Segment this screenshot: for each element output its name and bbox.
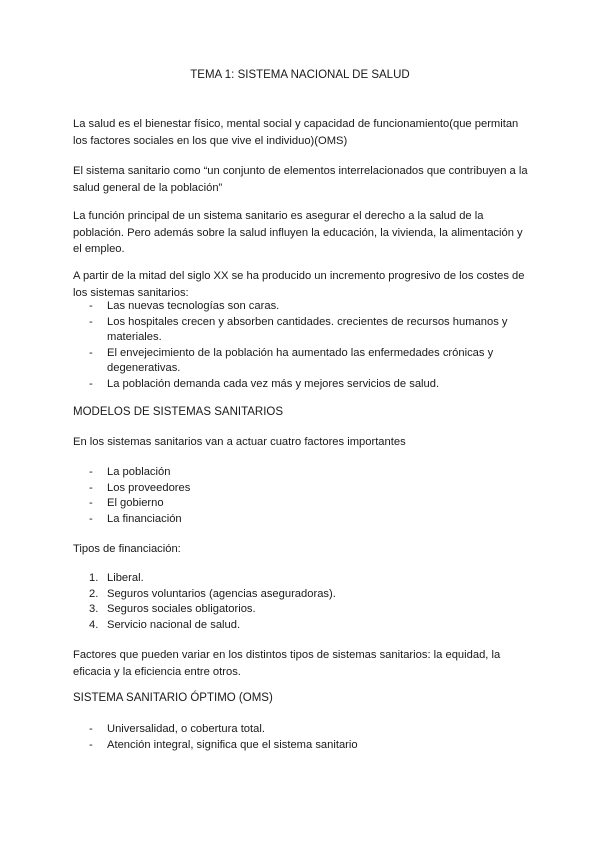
list-number: 2. — [89, 587, 99, 600]
list-item: - La población — [73, 465, 533, 481]
heading-models: MODELOS DE SISTEMAS SANITARIOS — [73, 406, 284, 418]
list-marker: - — [89, 497, 93, 509]
list-item: 3. Seguros sociales obligatorios. — [73, 602, 533, 618]
list-number: 3. — [89, 603, 99, 615]
list-item: - El envejecimiento de la población ha aumentado las enfermedades crónicas y degenerativas. — [89, 346, 494, 374]
optimal-list — [73, 722, 533, 753]
paragraph-factors-intro: En los sistemas sanitarios van a actuar cuatro factores importantes — [73, 436, 406, 448]
list-item: 2. Seguros voluntarios (agencias aseguradoras). — [73, 587, 533, 603]
paragraph-main-function: La función principal de un sistema sanitario es asegurar el derecho a la salud de la población. Pero además sobre la salud influyen la educación, la vivienda, la alimentación y el empleo. — [73, 210, 523, 255]
page-title: TEMA 1: SISTEMA NACIONAL DE SALUD — [190, 69, 410, 81]
list-marker: - — [89, 377, 93, 390]
paragraph-health-definition: La salud es el bienestar físico, mental social y capacidad de funcionamiento(que permitan los factores sociales en los que vive el individuo)(OMS) — [73, 118, 519, 147]
list-item: 1. Liberal. — [73, 571, 533, 587]
list-marker: - — [89, 512, 93, 525]
list-item: 4. Servicio nacional de salud. — [73, 618, 533, 634]
list-marker: - — [89, 738, 93, 751]
list-marker: - — [89, 346, 93, 359]
list-item: - El gobierno — [73, 496, 533, 512]
list-item: - Los hospitales crecen y absorben cantidades. crecientes de recursos humanos y materiales. — [89, 315, 508, 343]
list-marker: - — [89, 466, 93, 478]
factors-list — [73, 465, 533, 527]
list-item: - Los proveedores — [73, 481, 533, 497]
paragraph-costs-intro: A partir de la mitad del siglo XX se ha producido un incremento progresivo de los costes de los sistemas sanitarios: — [73, 270, 525, 299]
list-marker: - — [89, 481, 93, 494]
heading-optimal-system: SISTEMA SANITARIO ÓPTIMO (OMS) — [73, 692, 273, 704]
paragraph-variable-factors: Factores que pueden variar en los distintos tipos de sistemas sanitarios: la equidad, la eficacia y la eficiencia entre otros. — [73, 649, 501, 678]
list-number: 4. — [89, 618, 99, 631]
costs-list — [73, 299, 533, 392]
list-item: - La financiación — [73, 512, 533, 528]
list-marker: - — [89, 723, 93, 735]
list-item: - Atención integral, significa que el sistema sanitario — [73, 738, 533, 754]
list-item: - La población demanda cada vez más y mejores servicios de salud. — [73, 377, 533, 393]
list-item: - Las nuevas tecnologías son caras. — [73, 299, 533, 315]
paragraph-financing-types: Tipos de financiación: — [73, 543, 181, 555]
financing-list — [73, 571, 533, 633]
list-marker: - — [89, 315, 93, 328]
list-marker: - — [89, 300, 93, 312]
list-number: 1. — [89, 572, 99, 584]
paragraph-system-definition: El sistema sanitario como “un conjunto de elementos interrelacionados que contribuyen a la salud general de la población” — [73, 165, 528, 194]
list-item: - Universalidad, o cobertura total. — [73, 722, 533, 738]
